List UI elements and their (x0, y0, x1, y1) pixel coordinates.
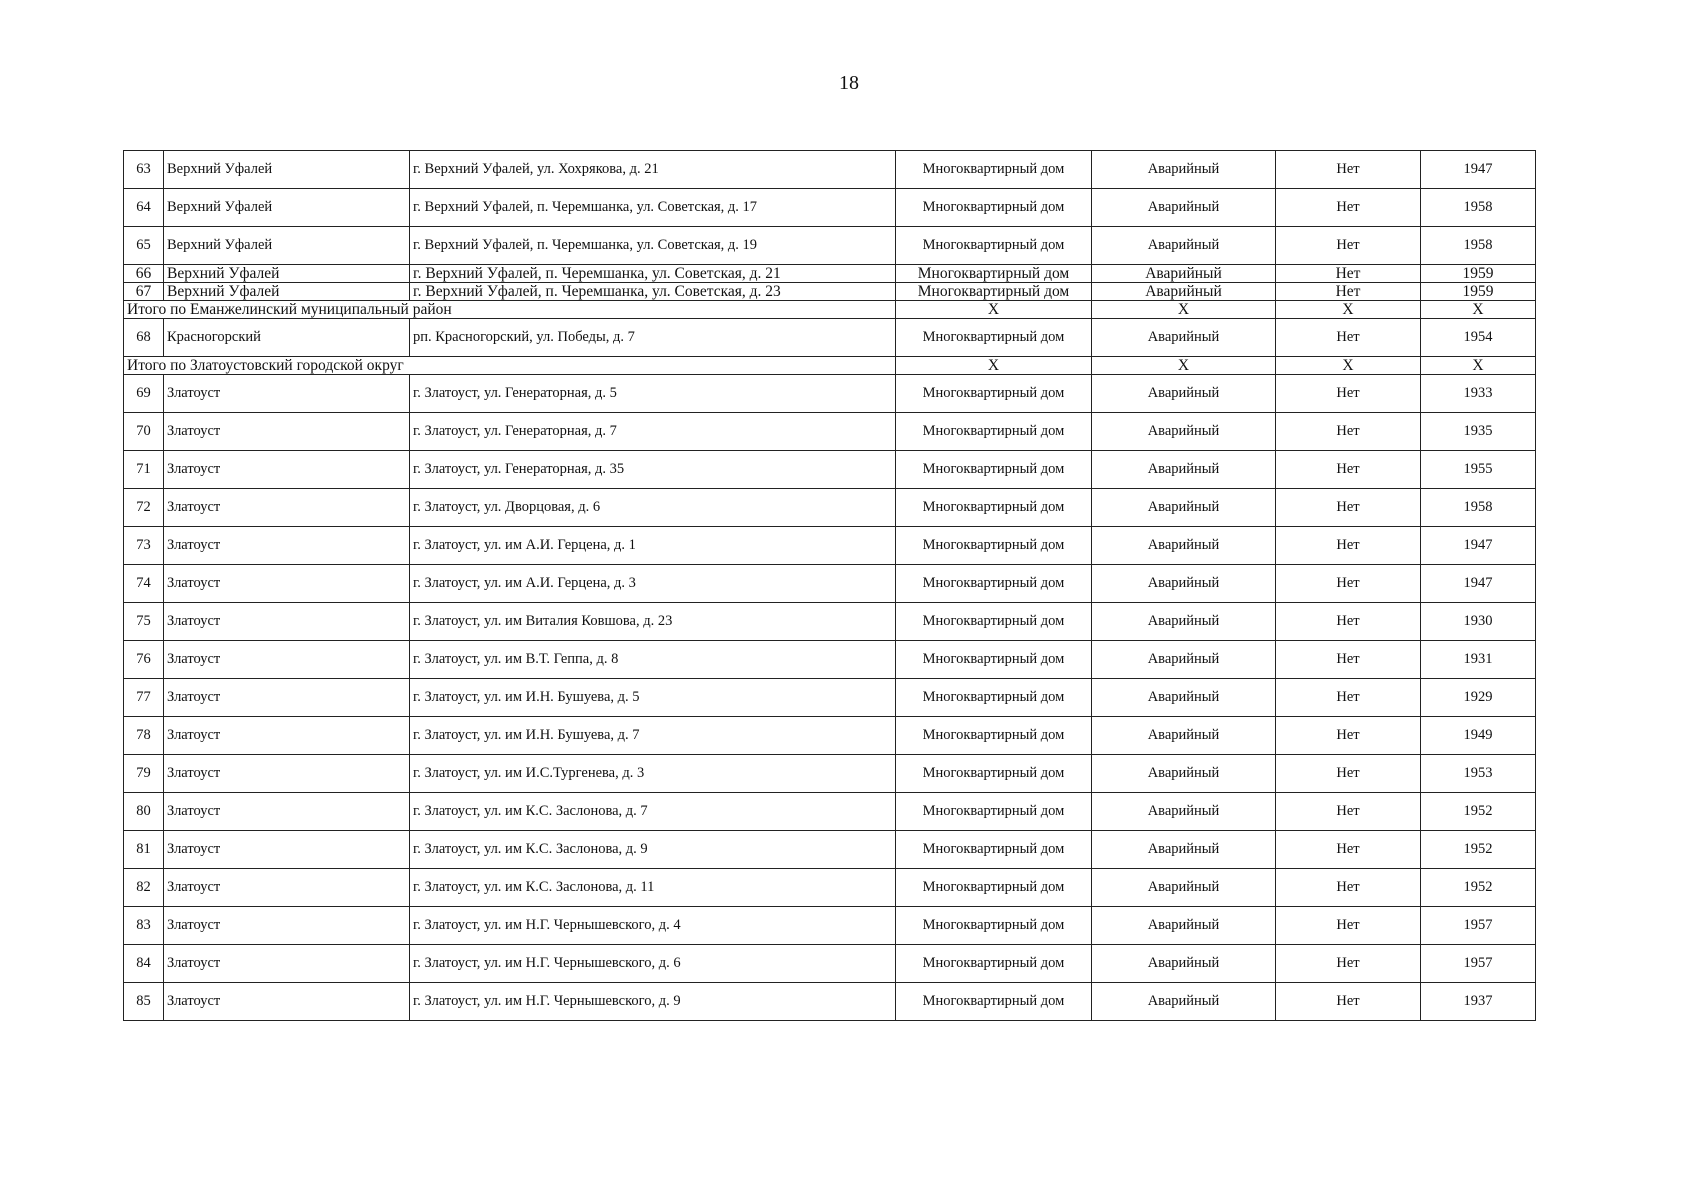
address-cell: г. Златоуст, ул. им Н.Г. Чернышевского, д. 4 (410, 907, 896, 945)
address-cell: г. Златоуст, ул. им А.И. Герцена, д. 1 (410, 527, 896, 565)
table-row (124, 451, 1536, 489)
condition-status-cell: Аварийный (1092, 907, 1276, 945)
address-cell: г. Златоуст, ул. им Виталия Ковшова, д. 23 (410, 603, 896, 641)
flag-cell: Нет (1276, 831, 1421, 869)
municipality-cell: Златоуст (164, 565, 410, 603)
table-row (124, 283, 1536, 301)
subtotal-label: Итого по Златоустовский городской округ (124, 357, 896, 375)
condition-status-cell: Аварийный (1092, 283, 1276, 301)
row-number-cell: 67 (124, 283, 164, 301)
flag-cell: Нет (1276, 375, 1421, 413)
municipality-cell: Верхний Уфалей (164, 227, 410, 265)
table-row (124, 319, 1536, 357)
building-type-cell: Многоквартирный дом (896, 451, 1092, 489)
year-cell: 1957 (1421, 907, 1536, 945)
address-cell: г. Златоуст, ул. им И.С.Тургенева, д. 3 (410, 755, 896, 793)
municipality-cell: Златоуст (164, 603, 410, 641)
building-type-cell: Многоквартирный дом (896, 565, 1092, 603)
building-type-cell: Многоквартирный дом (896, 869, 1092, 907)
municipality-cell: Златоуст (164, 831, 410, 869)
address-cell: г. Златоуст, ул. им В.Т. Геппа, д. 8 (410, 641, 896, 679)
table-row (124, 375, 1536, 413)
row-number-cell: 85 (124, 983, 164, 1021)
flag-cell: Нет (1276, 451, 1421, 489)
year-cell: 1958 (1421, 227, 1536, 265)
table-row (124, 189, 1536, 227)
condition-status-cell: Аварийный (1092, 151, 1276, 189)
year-cell: 1929 (1421, 679, 1536, 717)
table-row (124, 565, 1536, 603)
row-number-cell: 65 (124, 227, 164, 265)
address-cell: г. Златоуст, ул. им К.С. Заслонова, д. 9 (410, 831, 896, 869)
year-cell: 1952 (1421, 869, 1536, 907)
address-cell: г. Верхний Уфалей, п. Черемшанка, ул. Советская, д. 17 (410, 189, 896, 227)
table-row (124, 869, 1536, 907)
condition-status-cell: Аварийный (1092, 679, 1276, 717)
year-cell: 1937 (1421, 983, 1536, 1021)
housing-registry-table (123, 150, 1536, 1021)
flag-cell: Нет (1276, 945, 1421, 983)
table-row (124, 831, 1536, 869)
table-row (124, 679, 1536, 717)
condition-status-cell: Аварийный (1092, 413, 1276, 451)
subtotal-type-cell: X (896, 357, 1092, 375)
flag-cell: Нет (1276, 755, 1421, 793)
municipality-cell: Златоуст (164, 869, 410, 907)
year-cell: 1958 (1421, 189, 1536, 227)
row-number-cell: 83 (124, 907, 164, 945)
subtotal-type-cell: X (896, 301, 1092, 319)
row-number-cell: 66 (124, 265, 164, 283)
address-cell: г. Златоуст, ул. Генераторная, д. 5 (410, 375, 896, 413)
flag-cell: Нет (1276, 679, 1421, 717)
condition-status-cell: Аварийный (1092, 603, 1276, 641)
year-cell: 1935 (1421, 413, 1536, 451)
flag-cell: Нет (1276, 527, 1421, 565)
municipality-cell: Златоуст (164, 983, 410, 1021)
year-cell: 1931 (1421, 641, 1536, 679)
flag-cell: Нет (1276, 793, 1421, 831)
municipality-cell: Златоуст (164, 945, 410, 983)
page-number: 18 (839, 72, 859, 94)
subtotal-flag-cell: X (1276, 357, 1421, 375)
year-cell: 1952 (1421, 831, 1536, 869)
building-type-cell: Многоквартирный дом (896, 831, 1092, 869)
year-cell: 1949 (1421, 717, 1536, 755)
table-row (124, 641, 1536, 679)
address-cell: г. Златоуст, ул. Дворцовая, д. 6 (410, 489, 896, 527)
subtotal-flag-cell: X (1276, 301, 1421, 319)
year-cell: 1954 (1421, 319, 1536, 357)
flag-cell: Нет (1276, 283, 1421, 301)
table-row (124, 945, 1536, 983)
flag-cell: Нет (1276, 565, 1421, 603)
row-number-cell: 63 (124, 151, 164, 189)
table-row (124, 227, 1536, 265)
condition-status-cell: Аварийный (1092, 227, 1276, 265)
subtotal-status-cell: X (1092, 357, 1276, 375)
address-cell: г. Златоуст, ул. Генераторная, д. 35 (410, 451, 896, 489)
year-cell: 1930 (1421, 603, 1536, 641)
building-type-cell: Многоквартирный дом (896, 189, 1092, 227)
flag-cell: Нет (1276, 265, 1421, 283)
address-cell: г. Златоуст, ул. им К.С. Заслонова, д. 11 (410, 869, 896, 907)
municipality-cell: Красногорский (164, 319, 410, 357)
flag-cell: Нет (1276, 641, 1421, 679)
condition-status-cell: Аварийный (1092, 831, 1276, 869)
building-type-cell: Многоквартирный дом (896, 227, 1092, 265)
row-number-cell: 84 (124, 945, 164, 983)
row-number-cell: 81 (124, 831, 164, 869)
table-row (124, 265, 1536, 283)
condition-status-cell: Аварийный (1092, 189, 1276, 227)
condition-status-cell: Аварийный (1092, 869, 1276, 907)
municipality-cell: Верхний Уфалей (164, 283, 410, 301)
municipality-cell: Златоуст (164, 717, 410, 755)
condition-status-cell: Аварийный (1092, 983, 1276, 1021)
municipality-cell: Златоуст (164, 375, 410, 413)
address-cell: г. Златоуст, ул. им К.С. Заслонова, д. 7 (410, 793, 896, 831)
flag-cell: Нет (1276, 489, 1421, 527)
building-type-cell: Многоквартирный дом (896, 793, 1092, 831)
flag-cell: Нет (1276, 717, 1421, 755)
year-cell: 1955 (1421, 451, 1536, 489)
row-number-cell: 74 (124, 565, 164, 603)
row-number-cell: 77 (124, 679, 164, 717)
condition-status-cell: Аварийный (1092, 451, 1276, 489)
building-type-cell: Многоквартирный дом (896, 527, 1092, 565)
table-body (124, 151, 1536, 1021)
table-row (124, 717, 1536, 755)
condition-status-cell: Аварийный (1092, 717, 1276, 755)
year-cell: 1957 (1421, 945, 1536, 983)
municipality-cell: Верхний Уфалей (164, 265, 410, 283)
condition-status-cell: Аварийный (1092, 755, 1276, 793)
year-cell: 1952 (1421, 793, 1536, 831)
flag-cell: Нет (1276, 413, 1421, 451)
building-type-cell: Многоквартирный дом (896, 265, 1092, 283)
flag-cell: Нет (1276, 983, 1421, 1021)
condition-status-cell: Аварийный (1092, 489, 1276, 527)
subtotal-year-cell: X (1421, 301, 1536, 319)
table-row (124, 755, 1536, 793)
building-type-cell: Многоквартирный дом (896, 283, 1092, 301)
row-number-cell: 71 (124, 451, 164, 489)
row-number-cell: 82 (124, 869, 164, 907)
condition-status-cell: Аварийный (1092, 793, 1276, 831)
municipality-cell: Златоуст (164, 679, 410, 717)
row-number-cell: 68 (124, 319, 164, 357)
table-row (124, 527, 1536, 565)
building-type-cell: Многоквартирный дом (896, 641, 1092, 679)
building-type-cell: Многоквартирный дом (896, 151, 1092, 189)
municipality-cell: Златоуст (164, 755, 410, 793)
row-number-cell: 72 (124, 489, 164, 527)
condition-status-cell: Аварийный (1092, 945, 1276, 983)
table-row (124, 793, 1536, 831)
address-cell: г. Златоуст, ул. им Н.Г. Чернышевского, д. 9 (410, 983, 896, 1021)
flag-cell: Нет (1276, 319, 1421, 357)
condition-status-cell: Аварийный (1092, 319, 1276, 357)
municipality-cell: Златоуст (164, 527, 410, 565)
building-type-cell: Многоквартирный дом (896, 489, 1092, 527)
address-cell: г. Златоуст, ул. им И.Н. Бушуева, д. 5 (410, 679, 896, 717)
flag-cell: Нет (1276, 869, 1421, 907)
address-cell: г. Верхний Уфалей, ул. Хохрякова, д. 21 (410, 151, 896, 189)
year-cell: 1958 (1421, 489, 1536, 527)
row-number-cell: 75 (124, 603, 164, 641)
row-number-cell: 64 (124, 189, 164, 227)
building-type-cell: Многоквартирный дом (896, 983, 1092, 1021)
building-type-cell: Многоквартирный дом (896, 319, 1092, 357)
subtotal-status-cell: X (1092, 301, 1276, 319)
flag-cell: Нет (1276, 227, 1421, 265)
address-cell: г. Златоуст, ул. им А.И. Герцена, д. 3 (410, 565, 896, 603)
address-cell: г. Златоуст, ул. им Н.Г. Чернышевского, д. 6 (410, 945, 896, 983)
condition-status-cell: Аварийный (1092, 265, 1276, 283)
table-row (124, 413, 1536, 451)
row-number-cell: 69 (124, 375, 164, 413)
year-cell: 1947 (1421, 151, 1536, 189)
building-type-cell: Многоквартирный дом (896, 907, 1092, 945)
row-number-cell: 70 (124, 413, 164, 451)
year-cell: 1953 (1421, 755, 1536, 793)
row-number-cell: 79 (124, 755, 164, 793)
municipality-cell: Златоуст (164, 793, 410, 831)
table-row (124, 983, 1536, 1021)
year-cell: 1959 (1421, 265, 1536, 283)
municipality-cell: Верхний Уфалей (164, 189, 410, 227)
row-number-cell: 73 (124, 527, 164, 565)
municipality-cell: Златоуст (164, 489, 410, 527)
address-cell: г. Златоуст, ул. им И.Н. Бушуева, д. 7 (410, 717, 896, 755)
municipality-cell: Златоуст (164, 451, 410, 489)
condition-status-cell: Аварийный (1092, 565, 1276, 603)
table-row (124, 151, 1536, 189)
year-cell: 1947 (1421, 565, 1536, 603)
flag-cell: Нет (1276, 907, 1421, 945)
flag-cell: Нет (1276, 189, 1421, 227)
condition-status-cell: Аварийный (1092, 375, 1276, 413)
building-type-cell: Многоквартирный дом (896, 375, 1092, 413)
table-row (124, 489, 1536, 527)
address-cell: г. Златоуст, ул. Генераторная, д. 7 (410, 413, 896, 451)
subtotal-row (124, 301, 1536, 319)
municipality-cell: Верхний Уфалей (164, 151, 410, 189)
row-number-cell: 78 (124, 717, 164, 755)
subtotal-label: Итого по Еманжелинский муниципальный район (124, 301, 896, 319)
address-cell: г. Верхний Уфалей, п. Черемшанка, ул. Советская, д. 19 (410, 227, 896, 265)
year-cell: 1947 (1421, 527, 1536, 565)
subtotal-row (124, 357, 1536, 375)
building-type-cell: Многоквартирный дом (896, 603, 1092, 641)
building-type-cell: Многоквартирный дом (896, 755, 1092, 793)
row-number-cell: 80 (124, 793, 164, 831)
table-row (124, 907, 1536, 945)
building-type-cell: Многоквартирный дом (896, 413, 1092, 451)
row-number-cell: 76 (124, 641, 164, 679)
municipality-cell: Златоуст (164, 641, 410, 679)
condition-status-cell: Аварийный (1092, 641, 1276, 679)
year-cell: 1933 (1421, 375, 1536, 413)
address-cell: рп. Красногорский, ул. Победы, д. 7 (410, 319, 896, 357)
year-cell: 1959 (1421, 283, 1536, 301)
building-type-cell: Многоквартирный дом (896, 945, 1092, 983)
condition-status-cell: Аварийный (1092, 527, 1276, 565)
flag-cell: Нет (1276, 603, 1421, 641)
address-cell: г. Верхний Уфалей, п. Черемшанка, ул. Советская, д. 21 (410, 265, 896, 283)
table-row (124, 603, 1536, 641)
address-cell: г. Верхний Уфалей, п. Черемшанка, ул. Советская, д. 23 (410, 283, 896, 301)
municipality-cell: Златоуст (164, 413, 410, 451)
subtotal-year-cell: X (1421, 357, 1536, 375)
flag-cell: Нет (1276, 151, 1421, 189)
municipality-cell: Златоуст (164, 907, 410, 945)
building-type-cell: Многоквартирный дом (896, 717, 1092, 755)
building-type-cell: Многоквартирный дом (896, 679, 1092, 717)
